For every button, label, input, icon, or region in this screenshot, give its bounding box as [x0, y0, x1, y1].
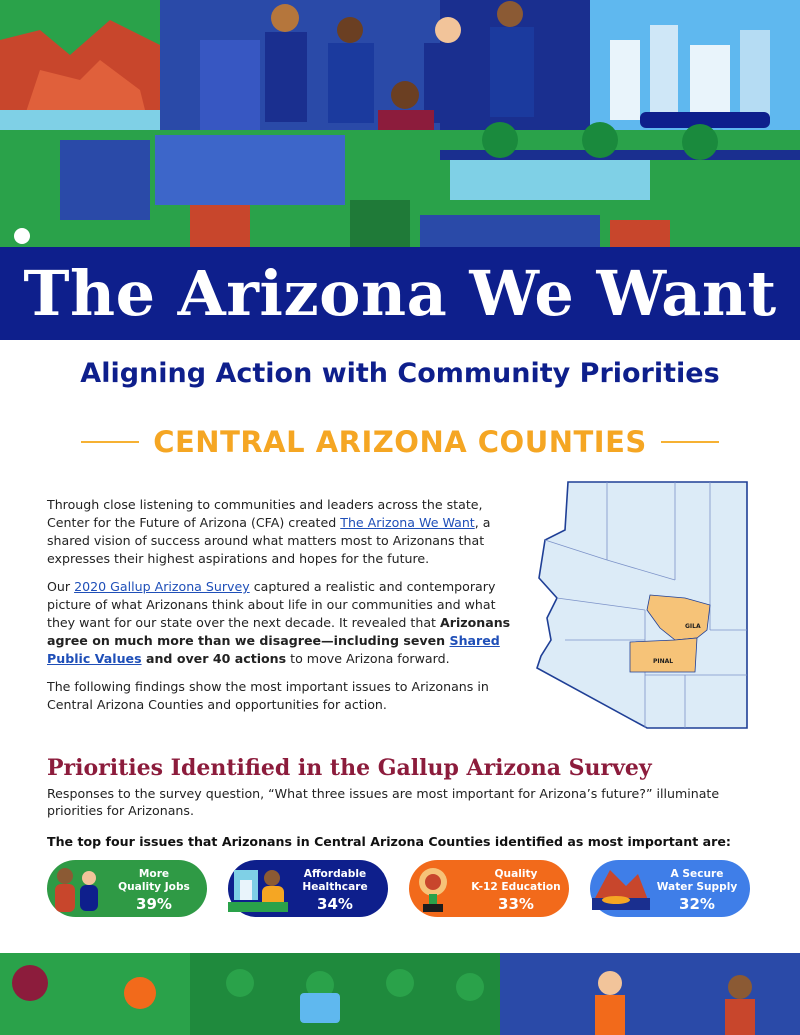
county-label-pinal: PINAL — [653, 658, 674, 665]
intro-paragraph-3: The following findings show the most important issues to Arizonans in Central Arizona Counties and opportunities for action. — [47, 679, 489, 712]
priority-label-line1: More — [138, 868, 170, 880]
intro-p2-bold-text: Arizonans agree on much more than we disagree—including seven — [47, 615, 511, 648]
priorities-description: Responses to the survey question, “What three issues are most important for Arizona’s future?” illuminate priorities for Arizonans. — [47, 786, 720, 818]
shared-public-values-link[interactable]: Shared Public Values — [47, 633, 500, 666]
title-band — [0, 247, 800, 340]
priorities-heading: Priorities Identified in the Gallup Arizona Survey — [47, 755, 652, 781]
priority-label — [109, 868, 199, 894]
intro-paragraph-1 — [47, 496, 515, 568]
priority-label-line2: Healthcare — [302, 881, 368, 893]
priority-percent: 34% — [317, 895, 353, 913]
pinal-county — [630, 638, 697, 672]
intro-p2-middle: captured a realistic and contemporary picture of what Arizonans think about life in our communities and what they want for our state over the next decade. It revealed that — [47, 579, 496, 630]
priority-label — [652, 868, 742, 894]
priority-percent: 32% — [679, 895, 715, 913]
intro-p1-text-end: , a shared vision of success around what matters most to Arizonans that expresses their highest aspirations and hopes for the future. — [47, 515, 491, 566]
arizona-county-map — [535, 480, 750, 730]
priority-label-line2: K-12 Education — [471, 881, 561, 893]
page-title: The Arizona We Want — [23, 257, 777, 330]
priority-label-line1: A Secure — [670, 868, 724, 880]
priority-badge-water — [590, 860, 750, 917]
water-icon — [590, 860, 660, 917]
education-icon — [409, 860, 479, 917]
healthcare-icon — [228, 860, 298, 917]
county-label-gila: GILA — [685, 623, 701, 630]
intro-p2-prefix: Our — [47, 579, 75, 594]
priority-badge-healthcare — [228, 860, 388, 917]
priority-label-line2: Water Supply — [656, 881, 738, 893]
arizona-we-want-link[interactable]: The Arizona We Want — [340, 515, 475, 530]
region-title: CENTRAL ARIZONA COUNTIES — [153, 425, 647, 459]
top-four-label: The top four issues that Arizonans in Central Arizona Counties identified as most important are: — [47, 834, 731, 849]
page-subtitle: Aligning Action with Community Priorities — [80, 358, 720, 389]
priority-percent: 39% — [136, 895, 172, 913]
divider-left — [81, 441, 139, 443]
intro-paragraph-2 — [47, 578, 515, 668]
gallup-survey-link[interactable]: 2020 Gallup Arizona Survey — [74, 579, 250, 594]
footer-illustration — [0, 953, 800, 1035]
workers-icon — [47, 860, 117, 917]
priority-badge-education — [409, 860, 569, 917]
intro-text — [47, 496, 515, 724]
priority-badge-jobs — [47, 860, 207, 917]
priority-label — [471, 868, 561, 894]
priority-label-line1: Affordable — [303, 868, 367, 880]
region-heading — [0, 422, 800, 462]
priority-label-line2: Quality Jobs — [118, 881, 190, 893]
priority-percent: 33% — [498, 895, 534, 913]
priority-label — [290, 868, 380, 894]
arizona-outline — [537, 482, 747, 728]
intro-p2-end: to move Arizona forward. — [286, 651, 450, 666]
priority-label-line1: Quality — [494, 868, 538, 880]
header-illustration — [0, 0, 800, 247]
intro-p1-text: Through close listening to communities and leaders across the state, Center for the Future of Arizona (CFA) created — [47, 497, 483, 530]
divider-right — [661, 441, 719, 443]
intro-p2-bold-end: and over 40 actions — [141, 651, 287, 666]
